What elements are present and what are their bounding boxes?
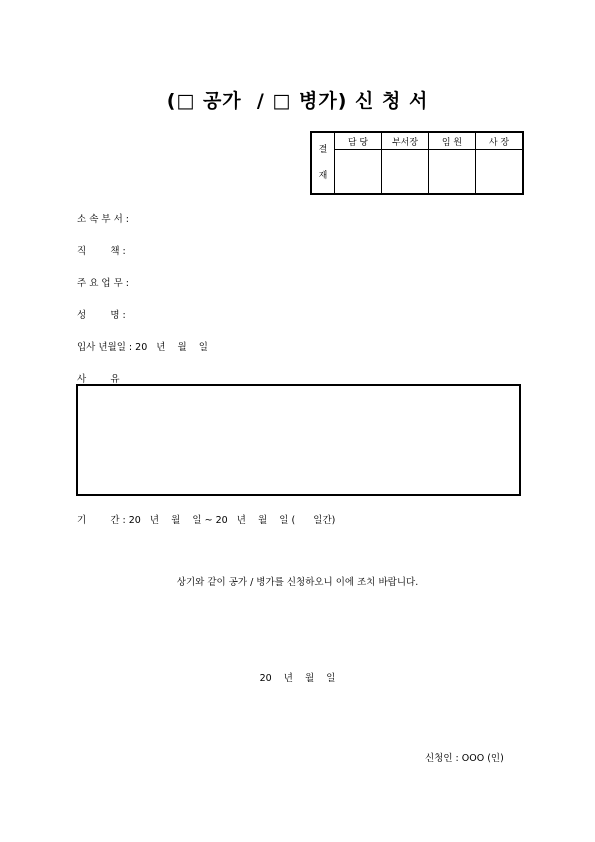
name-field[interactable]: 성 명 : <box>77 310 126 321</box>
document-title: (□ 공가 / □ 병가) 신 청 서 <box>166 90 429 112</box>
reason-textbox[interactable] <box>76 384 521 496</box>
approval-side-label-bottom: 재 <box>318 171 328 181</box>
approval-sign-department-head[interactable] <box>382 150 429 194</box>
period-field[interactable]: 기 간 : 20 년 월 일 ~ 20 년 월 일 ( 일간) <box>77 515 336 526</box>
request-notice: 상기와 같이 공가 / 병가를 신청하오니 이에 조치 바랍니다. <box>176 577 419 588</box>
approval-sign-staff[interactable] <box>335 150 382 194</box>
signature-date[interactable]: 20 년 월 일 <box>259 673 336 684</box>
approval-sign-executive[interactable] <box>429 150 476 194</box>
approval-sign-president[interactable] <box>476 150 524 194</box>
approval-table <box>310 131 524 195</box>
approval-header-president: 사 장 <box>476 132 524 150</box>
applicant-signature[interactable]: 신청인 : OOO (인) <box>425 753 504 764</box>
approval-header-executive: 임 원 <box>429 132 476 150</box>
department-field[interactable]: 소 속 부 서 : <box>77 214 129 225</box>
approval-side-label <box>311 132 335 194</box>
approval-header-staff: 담 당 <box>335 132 382 150</box>
approval-side-label-top: 결 <box>318 145 328 155</box>
hire-date-field[interactable]: 입사 년월일 : 20 년 월 일 <box>77 342 208 353</box>
reason-label: 사 유 <box>77 374 120 385</box>
position-field[interactable]: 직 책 : <box>77 246 126 257</box>
approval-header-department-head: 부서장 <box>382 132 429 150</box>
duties-field[interactable]: 주 요 업 무 : <box>77 278 129 289</box>
